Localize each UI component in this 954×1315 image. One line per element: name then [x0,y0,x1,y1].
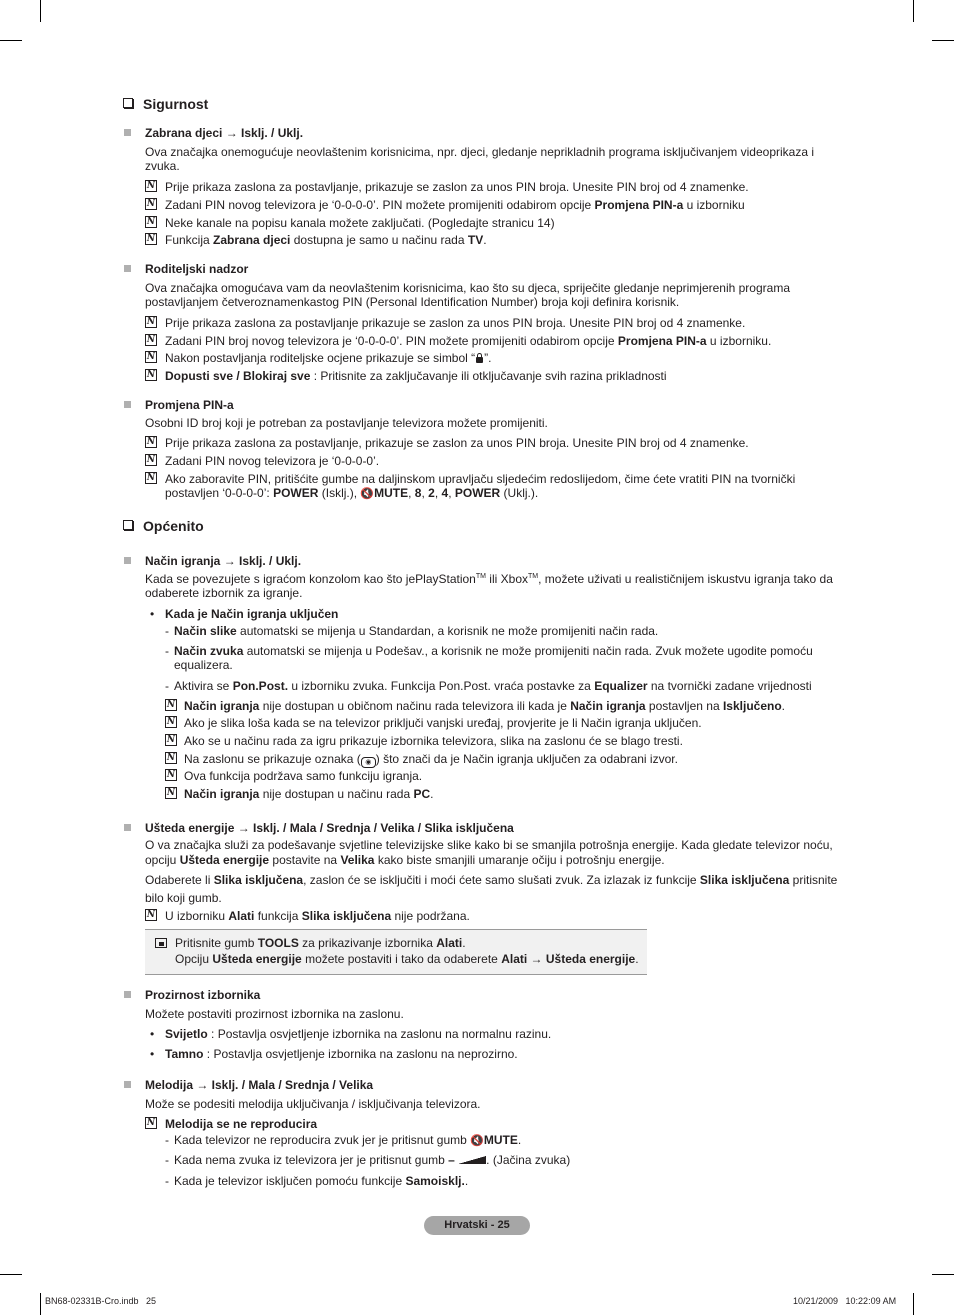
crop-mark [40,1293,41,1315]
note-text: Ako se u načinu rada za igru prikazuje izbornika televizora, slika na zaslonu će se blago tresti. [184,734,683,748]
desc-text-bold: Slika isključena [699,873,790,887]
note-text: (Uklj.). [500,486,539,500]
note-text: Ova funkcija podržava samo funkciju igranja. [184,769,423,783]
note-icon: N [146,234,156,244]
desc-text: kako biste smanjili umaranje očiju i potrošnju energije. [374,853,665,867]
bullet-dot: • [150,1027,155,1041]
page-number-badge: Hrvatski - 25 [424,1216,530,1235]
desc-text: postavite na [269,853,341,867]
note-text-bold: PC [413,787,431,801]
mute-icon: 🔇 [470,1135,484,1147]
note [145,369,845,383]
note [145,198,845,212]
note-icon: N [146,370,156,380]
note-text: , [434,486,442,500]
note [145,909,845,923]
game-icon: ◉ [361,757,376,768]
bullet-dot: • [150,607,155,621]
note [165,787,845,801]
note [165,734,845,748]
item-heading: Način igranja → Isklj. / Uklj. [145,554,302,568]
note-text: ) što znači da je Način igranja uključen za odabrani izvor. [375,752,678,766]
note-text-bold: Način igranja [184,699,260,713]
note-icon: N [166,753,176,763]
tools-text-bold: Alati [436,936,463,950]
note-icon: N [146,217,156,227]
note [145,472,825,501]
note-text: , [408,486,415,500]
note-text: Zadani PIN novog televizora je ‘0-0-0-0’. [165,454,380,468]
note-text-bold: Zabrana djeci [213,233,291,247]
note-text: Ako je slika loša kada se na televizor priključi vanjski uređaj, provjerite je li Način igranja uključen. [184,716,702,730]
note-icon: N [146,1118,156,1128]
square-bullet-icon [124,991,131,998]
volume-icon [458,1156,486,1164]
note-text-bold: POWER [273,486,319,500]
note [145,334,845,348]
square-bullet-icon [124,129,131,136]
item-description: Možete postaviti prozirnost izbornika na zaslonu. [145,1007,404,1021]
bullet-text: : Postavlja osvjetljenje izbornika na zaslonu na neprozirno. [203,1047,518,1061]
crop-mark [932,40,954,41]
section-title-sigurnost [123,96,208,112]
note-text: Nakon postavljanja roditeljske ocjene prikazuje se simbol “ [165,351,476,365]
tools-text: Opciju [175,952,213,966]
note-text: postavljen na [645,699,723,713]
crop-mark [913,1293,914,1315]
crop-mark [0,1274,22,1275]
section-title-text: Općenito [143,518,204,534]
note-text: Na zaslonu se prikazuje oznaka ( [184,752,361,766]
note-text: funkcija [254,909,302,923]
note [145,1117,845,1131]
tools-line [175,936,466,950]
note-text: . [483,233,487,247]
crop-mark [932,1274,954,1275]
note-text-bold: MUTE [374,486,409,500]
note-text-bold: 2 [428,486,435,500]
note-text: u izborniku. [706,334,772,348]
note [145,180,845,194]
note [145,351,845,365]
dash-text: u izborniku zvuka. Funkcija Pon.Post. vraća postavke za [288,679,595,693]
item-description: Može se podesiti melodija uključivanja / isključivanja televizora. [145,1097,481,1111]
item-description: Osobni ID broj koji je potreban za postavljanje televizora možete promijeniti. [145,416,548,430]
note-text: Neke kanale na popisu kanala možete zaključati. (Pogledajte stranicu 14) [165,216,555,230]
tools-text: za prikazivanje izbornika [298,936,437,950]
dash-text: automatski se mijenja u Standardan, a korisnik ne može promijeniti način rada. [236,624,659,638]
tools-text-bold: Alati → Ušteda energije [501,952,636,966]
note-text: Prije prikaza zaslona za postavljanje, prikazuje se zaslon za unos PIN broja. Unesite PIN broj od 4 znamenke. [165,436,749,450]
note-text-bold: Melodija se ne reproducira [165,1117,318,1131]
tools-line [175,952,639,966]
note-icon: N [166,700,176,710]
note-text-bold: Promjena PIN-a [594,198,684,212]
dash-text: Kada je televizor isključen pomoću funkcije [174,1174,406,1188]
note [145,454,845,468]
note-text-bold: 4 [441,486,449,500]
crop-mark [0,40,22,41]
note-icon: N [146,473,156,483]
square-bullet-icon [124,265,131,272]
note-icon: N [166,735,176,745]
desc-text-bold: Slika isključena [213,873,304,887]
dash-item: - Način zvuka automatski se mijenja u Podešav., a korisnik ne može promijeniti način rada. Zvuk možete ugodite pomoću equalizera. [165,644,813,672]
note-text: , [448,486,455,500]
note-text-bold: TV [467,233,484,247]
dash-text: Kada nema zvuka iz televizora jer je pritisnut gumb [174,1153,449,1167]
tools-text: . [635,952,639,966]
section-title-text: Sigurnost [143,96,209,112]
checkbox-icon [123,520,133,530]
item-description: Ova značajka onemogućuje neovlaštenim korisnicima, npr. djeci, gledanje neprikladnih programa isključivanjem videoprikaza i zvuka. [145,145,815,173]
note-text: : Pritisnite za zaključavanje ili otključavanje svih razina prikladnosti [310,369,667,383]
item-description [145,871,855,907]
note-text: Zadani PIN broj novog televizora je ‘0-0-0-0’. PIN možete promijeniti odabirom opcije [165,334,618,348]
note [165,769,845,783]
note-text: nije podržana. [391,909,470,923]
tools-icon [155,938,167,948]
item-description [145,838,855,868]
note-text: Prije prikaza zaslona za postavljanje, prikazuje se zaslon za unos PIN broja. Unesite PIN broj od 4 znamenke. [165,180,749,194]
trademark: TM [475,573,486,580]
bullet-text-bold: Svijetlo [165,1027,208,1041]
note-text-bold: 8 [414,486,422,500]
note-text: dostupna je samo u načinu rada [290,233,468,247]
note-text: Prije prikaza zaslona za postavljanje prikazuje se zaslon za unos PIN broja. Unesite PIN broj od 4 znamenke. [165,316,746,330]
bullet-dot: • [150,1047,155,1061]
tools-text-bold: Ušteda energije [212,952,302,966]
item-heading: Promjena PIN-a [145,398,234,412]
item-heading: Prozirnost izbornika [145,988,261,1002]
tools-text: Pritisnite gumb [175,936,258,950]
note [165,752,845,768]
dash-text: automatski se mijenja u Podešav., a korisnik ne može promijeniti način rada. Zvuk možete ugodite pomoću equalizera. [174,644,813,672]
desc-text-bold: Ušteda energije [179,853,270,867]
mute-icon: 🔇 [360,488,375,500]
bullet-heading [165,607,845,621]
bullet-item [165,1047,845,1061]
square-bullet-icon [124,401,131,408]
checkbox-icon [123,98,133,108]
note-icon: N [146,181,156,191]
note [165,699,845,713]
note-text-bold: POWER [454,486,501,500]
note-text-bold: Način igranja [570,699,646,713]
note-icon: N [166,788,176,798]
note-text-bold: Promjena PIN-a [617,334,707,348]
note-text-bold: Način igranja [184,787,260,801]
dash-text: . [517,1133,522,1147]
note-text-bold: Slika isključena [301,909,392,923]
item-heading: Roditeljski nadzor [145,262,249,276]
tools-text: . [462,936,466,950]
desc-text: , možete uživati u realističnijem iskustvu igranja tako da odaberete izbornik za igranje. [145,572,833,600]
note-icon: N [146,352,156,362]
note-text: u izborniku [683,198,745,212]
note-text: . [430,787,434,801]
dash-text-bold: Equalizer [594,679,648,693]
item-heading: Ušteda energije → Isklj. / Mala / Srednja / Velika / Slika isključena [145,821,514,835]
dash-text: Aktivira se [174,679,233,693]
dash-item: - Kada televizor ne reproducira zvuk jer je pritisnut gumb 🔇MUTE. [165,1133,522,1147]
item-description [145,572,845,600]
note [145,316,845,330]
note-text: Ako zaboravite PIN, pritišćite gumbe na daljinskom upravljaču sljedećim redoslijedom, čime ćete vratiti PIN na tvornički postavljen ‘0-0-0-0’: [165,472,796,500]
crop-mark [913,0,914,22]
dash-text: . [464,1174,469,1188]
note-icon: N [146,199,156,209]
note-icon: N [166,717,176,727]
note-text-bold: Alati [228,909,255,923]
desc-text: Kada se povezujete s igraćom konzolom kao što jePlayStation [145,572,476,586]
desc-text: O va značajka služi za podešavanje svjetline televizijske slike kako bi se smanjila potrošnja energije. Kada gledate televizor noću, opciju [145,838,833,867]
square-bullet-icon [124,824,131,831]
item-heading: Melodija → Isklj. / Mala / Srednja / Velika [145,1078,374,1092]
item-description: Ova značajka omogućava vam da neovlaštenim korisnicima, kao što su djeca, spriječite gledanje neprimjerenih programa postavljanjem četveroznamenkastog PIN (Personal Identification Number) broja koji definira korisnik. [145,281,790,309]
trademark: TM [528,573,539,580]
note [145,233,845,247]
item-heading: Zabrana djeci → Isklj. / Uklj. [145,126,304,140]
bullet-text-bold: Tamno [165,1047,204,1061]
note-text: . [781,699,785,713]
dash-text: Kada televizor ne reproducira zvuk jer je pritisnut gumb [174,1133,471,1147]
crop-mark [40,0,41,22]
note-icon: N [146,910,156,920]
note-text: nije dostupan u običnom načinu rada televizora ili kada je [259,699,571,713]
note-text-bold: Isključeno [722,699,782,713]
dash-text: na tvornički zadane vrijednosti [647,679,812,693]
dash-text: . (Jačina zvuka) [486,1153,571,1167]
bullet-text: Kada je Način igranja uključen [165,607,339,621]
desc-text: Odaberete li [145,873,214,887]
note-text: Zadani PIN novog televizora je ‘0-0-0-0’. PIN možete promijeniti odabirom opcije [165,198,595,212]
dash-text-bold: Samoisklj. [405,1174,465,1188]
section-title-opcenito [123,518,204,534]
note [165,716,845,730]
note-text: nije dostupan u načinu rada [259,787,414,801]
note-text: (Isklj.), [318,486,361,500]
bullet-text: : Postavlja osvjetljenje izbornika na zaslonu na normalnu razinu. [207,1027,552,1041]
dash-text-bold: MUTE [483,1133,518,1147]
desc-text-bold: Velika [340,853,375,867]
note-icon: N [146,335,156,345]
dash-item: - Kada nema zvuka iz televizora jer je pritisnut gumb – . (Jačina zvuka) [165,1153,571,1167]
bullet-item [165,1027,845,1041]
note-text-bold: Dopusti sve / Blokiraj sve [165,369,311,383]
tools-text-bold: TOOLS [257,936,299,950]
dash-text-bold: Način slike [174,624,237,638]
dash-item: - Aktivira se Pon.Post. u izborniku zvuka. Funkcija Pon.Post. vraća postavke za Equalizer na tvornički zadane vrijednosti [165,679,812,693]
note [145,216,845,230]
dash-text-bold: Način zvuka [174,644,244,658]
tools-tip-box [145,929,647,975]
dash-text-bold: Pon.Post. [232,679,289,693]
lock-icon [476,357,483,363]
square-bullet-icon [124,1081,131,1088]
note-text: ”. [484,351,492,365]
square-bullet-icon [124,557,131,564]
note-icon: N [146,455,156,465]
imprint-file: BN68-02331B-Cro.indb 25 [45,1296,157,1306]
desc-text: pritisnite bilo koji gumb. [145,873,838,905]
dash-text-bold: – [448,1153,455,1167]
note-text: Funkcija [165,233,214,247]
note-icon: N [146,317,156,327]
tools-text: možete postaviti i tako da odaberete [301,952,502,966]
note [145,436,845,450]
desc-text: , zaslon će se isključiti i moći ćete samo slušati zvuk. Za izlazak iz funkcije [303,873,700,887]
note-icon: N [166,770,176,780]
dash-item: - Način slike automatski se mijenja u Standardan, a korisnik ne može promijeniti način rada. [165,624,659,638]
dash-item: - Kada je televizor isključen pomoću funkcije Samoisklj.. [165,1174,469,1188]
imprint-date: 10/21/2009 10:22:09 AM [793,1296,897,1306]
note-text: , [421,486,429,500]
desc-text: ili Xbox [485,572,528,586]
note-text: U izborniku [165,909,229,923]
note-icon: N [146,437,156,447]
